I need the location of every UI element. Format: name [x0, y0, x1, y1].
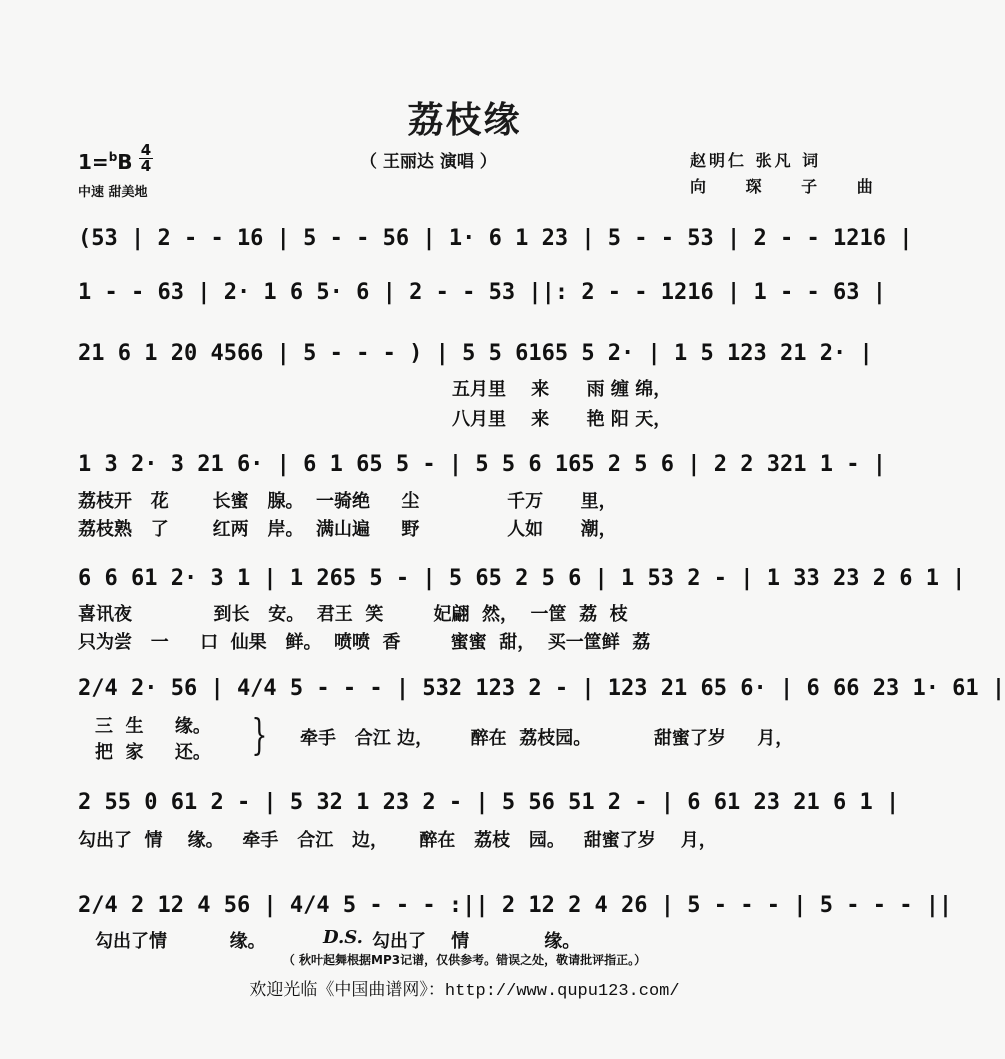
- lyric-line-8a: 勾出了情 缘。: [95, 931, 266, 952]
- site-url[interactable]: http://www.qupu123.com/: [444, 982, 680, 1001]
- score-line-6: 2/4 2· 56 | 4/4 5 - - - | 532 123 2 - | 123 21 65 6· | 6 66 23 1· 61 |: [78, 676, 1005, 701]
- time-den: 4: [140, 157, 152, 175]
- transcription-note: （ 秋叶起舞根据MP3记谱，仅供参考。错误之处，敬请批评指正。）: [282, 953, 647, 967]
- singer-credit: （ 王丽达 演唱 ）: [360, 152, 497, 172]
- score-line-3: 21 6 1 20 4566 | 5 - - - ) | 5 5 6165 5 2· | 1 5 123 21 2· |: [78, 341, 873, 366]
- time-signature: [139, 143, 153, 174]
- lyric-line-7: 勾出了 情 缘。 牵手 合江 边， 醉在 荔枝 园。 甜蜜了岁 月，: [78, 830, 717, 851]
- composer-credit: 向 琛 子 曲: [690, 177, 890, 196]
- key-prefix: 1=: [78, 150, 109, 174]
- score-line-2: 1 - - 63 | 2· 1 6 5· 6 | 2 - - 53 ||: 2 - - 1216 | 1 - - 63 |: [78, 280, 886, 305]
- song-title: 荔枝缘: [407, 100, 522, 141]
- lyric-line-6a: 三 生 缘。: [95, 716, 211, 737]
- dal-segno-mark: D.S.: [323, 927, 363, 948]
- key-note: B: [117, 150, 133, 174]
- lyric-line-5a: 喜讯夜 到长 安。 君王 笑 妃翩 然， 一筐 荔 枝: [78, 604, 628, 625]
- lyric-line-3a: 五月里 来 雨 缠 绵，: [452, 379, 672, 400]
- score-line-8: 2/4 2 12 4 56 | 4/4 5 - - - :|| 2 12 2 4 26 | 5 - - - | 5 - - - ||: [78, 893, 953, 918]
- score-line-1: (53 | 2 - - 16 | 5 - - 56 | 1· 6 1 23 | 5 - - 53 | 2 - - 1216 |: [78, 226, 913, 251]
- key-signature: [78, 150, 133, 174]
- lyric-line-4a: 荔枝开 花 长蜜 腺。 一骑绝 尘 千万 里，: [78, 491, 617, 512]
- site-welcome: 欢迎光临《中国曲谱网》：: [249, 980, 445, 999]
- lyric-line-3b: 八月里 来 艳 阳 天，: [452, 409, 672, 430]
- lyric-line-6c: 牵手 合江 边， 醉在 荔枝园。 甜蜜了岁 月，: [300, 728, 794, 749]
- score-line-7: 2 55 0 61 2 - | 5 32 1 23 2 - | 5 56 51 2 - | 6 61 23 21 6 1 |: [78, 790, 900, 815]
- score-line-4: 1 3 2· 3 21 6· | 6 1 65 5 - | 5 5 6 165 2 5 6 | 2 2 321 1 - |: [78, 452, 886, 477]
- lyricist-credit: 赵明仁 张凡 词: [690, 151, 822, 170]
- verse-brace: }: [251, 710, 268, 759]
- lyric-line-8b: 勾出了 情 缘。: [372, 931, 581, 952]
- lyric-line-6b: 把 家 还。: [95, 742, 211, 763]
- lyric-line-5b: 只为尝 一 口 仙果 鲜。 喷喷 香 蜜蜜 甜， 买一筐鲜 荔: [78, 632, 651, 653]
- lyric-line-4b: 荔枝熟 了 红两 岸。 满山遍 野 人如 潮，: [78, 519, 617, 540]
- time-num: 4: [140, 141, 152, 159]
- score-line-5: 6 6 61 2· 3 1 | 1 265 5 - | 5 65 2 5 6 | 1 53 2 - | 1 33 23 2 6 1 |: [78, 566, 966, 591]
- tempo-marking: 中速 甜美地: [78, 185, 148, 200]
- key-flat: b: [108, 150, 118, 164]
- site-footer: [0, 975, 929, 1001]
